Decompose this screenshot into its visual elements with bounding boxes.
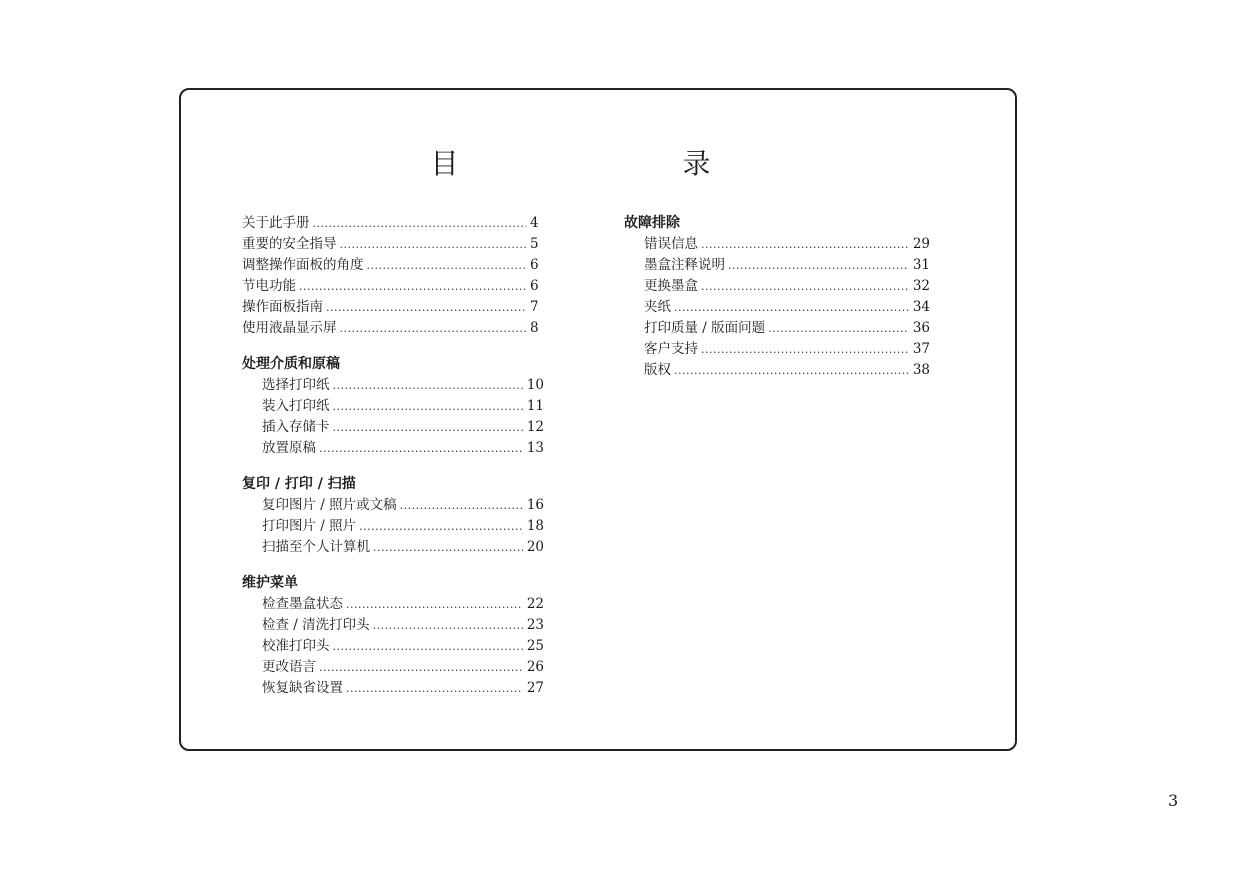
toc-entry[interactable] <box>242 396 544 417</box>
toc-title: 目 录 <box>430 147 767 180</box>
toc-leader-dots <box>340 318 527 339</box>
toc-entry[interactable] <box>242 615 544 636</box>
toc-entry-page: 16 <box>526 497 544 513</box>
toc-leader-dots <box>674 297 909 318</box>
toc-entry-label: 选择打印纸 <box>262 377 330 393</box>
toc-leader-dots <box>701 276 909 297</box>
toc-entry-label: 打印图片 / 照片 <box>262 518 357 534</box>
toc-section-heading[interactable]: 复印 / 打印 / 扫描 <box>242 476 356 492</box>
toc-entry[interactable] <box>242 537 544 558</box>
toc-entry-label: 更改语言 <box>262 659 316 675</box>
toc-left-column <box>242 213 544 699</box>
toc-entry[interactable] <box>242 255 544 276</box>
toc-entry-page: 36 <box>912 320 930 336</box>
toc-entry-label: 恢复缺省设置 <box>262 680 343 696</box>
toc-leader-dots <box>313 213 527 234</box>
toc-entry[interactable] <box>242 438 544 459</box>
toc-leader-dots <box>333 375 523 396</box>
toc-entry-page: 7 <box>530 299 539 315</box>
toc-entry-label: 客户支持 <box>644 341 698 357</box>
toc-entry[interactable] <box>242 297 544 318</box>
toc-entry-label: 夹纸 <box>644 299 671 315</box>
toc-entry-label: 插入存储卡 <box>262 419 330 435</box>
toc-entry-label: 墨盒注释说明 <box>644 257 725 273</box>
toc-entry-label: 装入打印纸 <box>262 398 330 414</box>
toc-entry-label: 检查墨盒状态 <box>262 596 343 612</box>
toc-leader-dots <box>728 255 909 276</box>
toc-entry-label: 校准打印头 <box>262 638 330 654</box>
toc-entry-label: 操作面板指南 <box>242 299 323 315</box>
toc-entry[interactable] <box>242 678 544 699</box>
toc-entry-page: 22 <box>526 596 544 612</box>
toc-entry[interactable] <box>242 516 544 537</box>
toc-entry-page: 10 <box>526 377 544 393</box>
toc-entry-label: 节电功能 <box>242 278 296 294</box>
toc-group-maintenance <box>242 573 544 699</box>
toc-entry[interactable] <box>242 234 544 255</box>
toc-leader-dots <box>333 417 523 438</box>
toc-entry-page: 34 <box>912 299 930 315</box>
toc-entry-label: 调整操作面板的角度 <box>242 257 364 273</box>
toc-section-heading[interactable]: 维护菜单 <box>242 575 298 591</box>
toc-entry-label: 打印质量 / 版面问题 <box>644 320 766 336</box>
toc-group-intro <box>242 213 544 339</box>
toc-section-heading[interactable]: 处理介质和原稿 <box>242 356 340 372</box>
toc-entry-page: 29 <box>912 236 930 252</box>
toc-entry-page: 8 <box>530 320 539 336</box>
toc-leader-dots <box>333 636 523 657</box>
toc-entry[interactable] <box>242 636 544 657</box>
toc-entry[interactable] <box>242 276 544 297</box>
toc-entry[interactable] <box>624 276 930 297</box>
toc-entry-page: 5 <box>530 236 539 252</box>
toc-entry-label: 版权 <box>644 362 671 378</box>
toc-entry[interactable] <box>624 318 930 339</box>
toc-leader-dots <box>768 318 909 339</box>
toc-entry-label: 扫描至个人计算机 <box>262 539 370 555</box>
toc-group-copy <box>242 474 544 558</box>
toc-entry[interactable] <box>242 213 544 234</box>
toc-leader-dots <box>359 516 523 537</box>
toc-entry-page: 12 <box>526 419 544 435</box>
toc-entry-page: 25 <box>526 638 544 654</box>
toc-right-column <box>624 213 930 381</box>
toc-entry-label: 检查 / 清洗打印头 <box>262 617 370 633</box>
toc-leader-dots <box>400 495 523 516</box>
toc-entry[interactable] <box>242 657 544 678</box>
toc-entry-page: 4 <box>530 215 539 231</box>
toc-leader-dots <box>319 438 523 459</box>
toc-entry-page: 31 <box>912 257 930 273</box>
toc-leader-dots <box>701 339 909 360</box>
toc-entry[interactable] <box>242 594 544 615</box>
toc-leader-dots <box>333 396 523 417</box>
toc-entry-page: 32 <box>912 278 930 294</box>
toc-entry-page: 6 <box>530 257 539 273</box>
toc-entry[interactable] <box>242 495 544 516</box>
toc-entry[interactable] <box>242 417 544 438</box>
toc-entry-label: 重要的安全指导 <box>242 236 337 252</box>
toc-entry-page: 26 <box>526 659 544 675</box>
toc-entry-page: 20 <box>526 539 544 555</box>
toc-entry-page: 11 <box>526 398 544 414</box>
toc-entry-label: 放置原稿 <box>262 440 316 456</box>
toc-leader-dots <box>373 537 523 558</box>
toc-leader-dots <box>319 657 523 678</box>
toc-entry-page: 37 <box>912 341 930 357</box>
toc-leader-dots <box>701 234 909 255</box>
toc-entry[interactable] <box>624 297 930 318</box>
toc-leader-dots <box>326 297 526 318</box>
toc-entry-page: 6 <box>530 278 539 294</box>
toc-entry[interactable] <box>624 360 930 381</box>
toc-entry-label: 使用液晶显示屏 <box>242 320 337 336</box>
toc-entry-page: 18 <box>526 518 544 534</box>
toc-entry-page: 27 <box>526 680 544 696</box>
toc-leader-dots <box>299 276 526 297</box>
toc-entry[interactable] <box>242 375 544 396</box>
toc-entry[interactable] <box>624 234 930 255</box>
toc-leader-dots <box>674 360 909 381</box>
toc-entry-page: 38 <box>912 362 930 378</box>
page-number: 3 <box>1168 791 1179 810</box>
toc-entry[interactable] <box>624 255 930 276</box>
toc-entry-label: 关于此手册 <box>242 215 310 231</box>
toc-leader-dots <box>340 234 527 255</box>
toc-entry-label: 更换墨盒 <box>644 278 698 294</box>
toc-entry-label: 复印图片 / 照片或文稿 <box>262 497 397 513</box>
toc-group-media <box>242 354 544 459</box>
toc-entry-page: 13 <box>526 440 544 456</box>
toc-leader-dots <box>346 594 523 615</box>
toc-entry[interactable] <box>242 318 544 339</box>
toc-entry-label: 错误信息 <box>644 236 698 252</box>
toc-leader-dots <box>346 678 523 699</box>
toc-entry-page: 23 <box>526 617 544 633</box>
toc-group-troubleshooting <box>624 213 930 381</box>
toc-entry[interactable] <box>624 339 930 360</box>
toc-section-heading[interactable]: 故障排除 <box>624 215 680 231</box>
toc-leader-dots <box>367 255 527 276</box>
toc-leader-dots <box>373 615 523 636</box>
